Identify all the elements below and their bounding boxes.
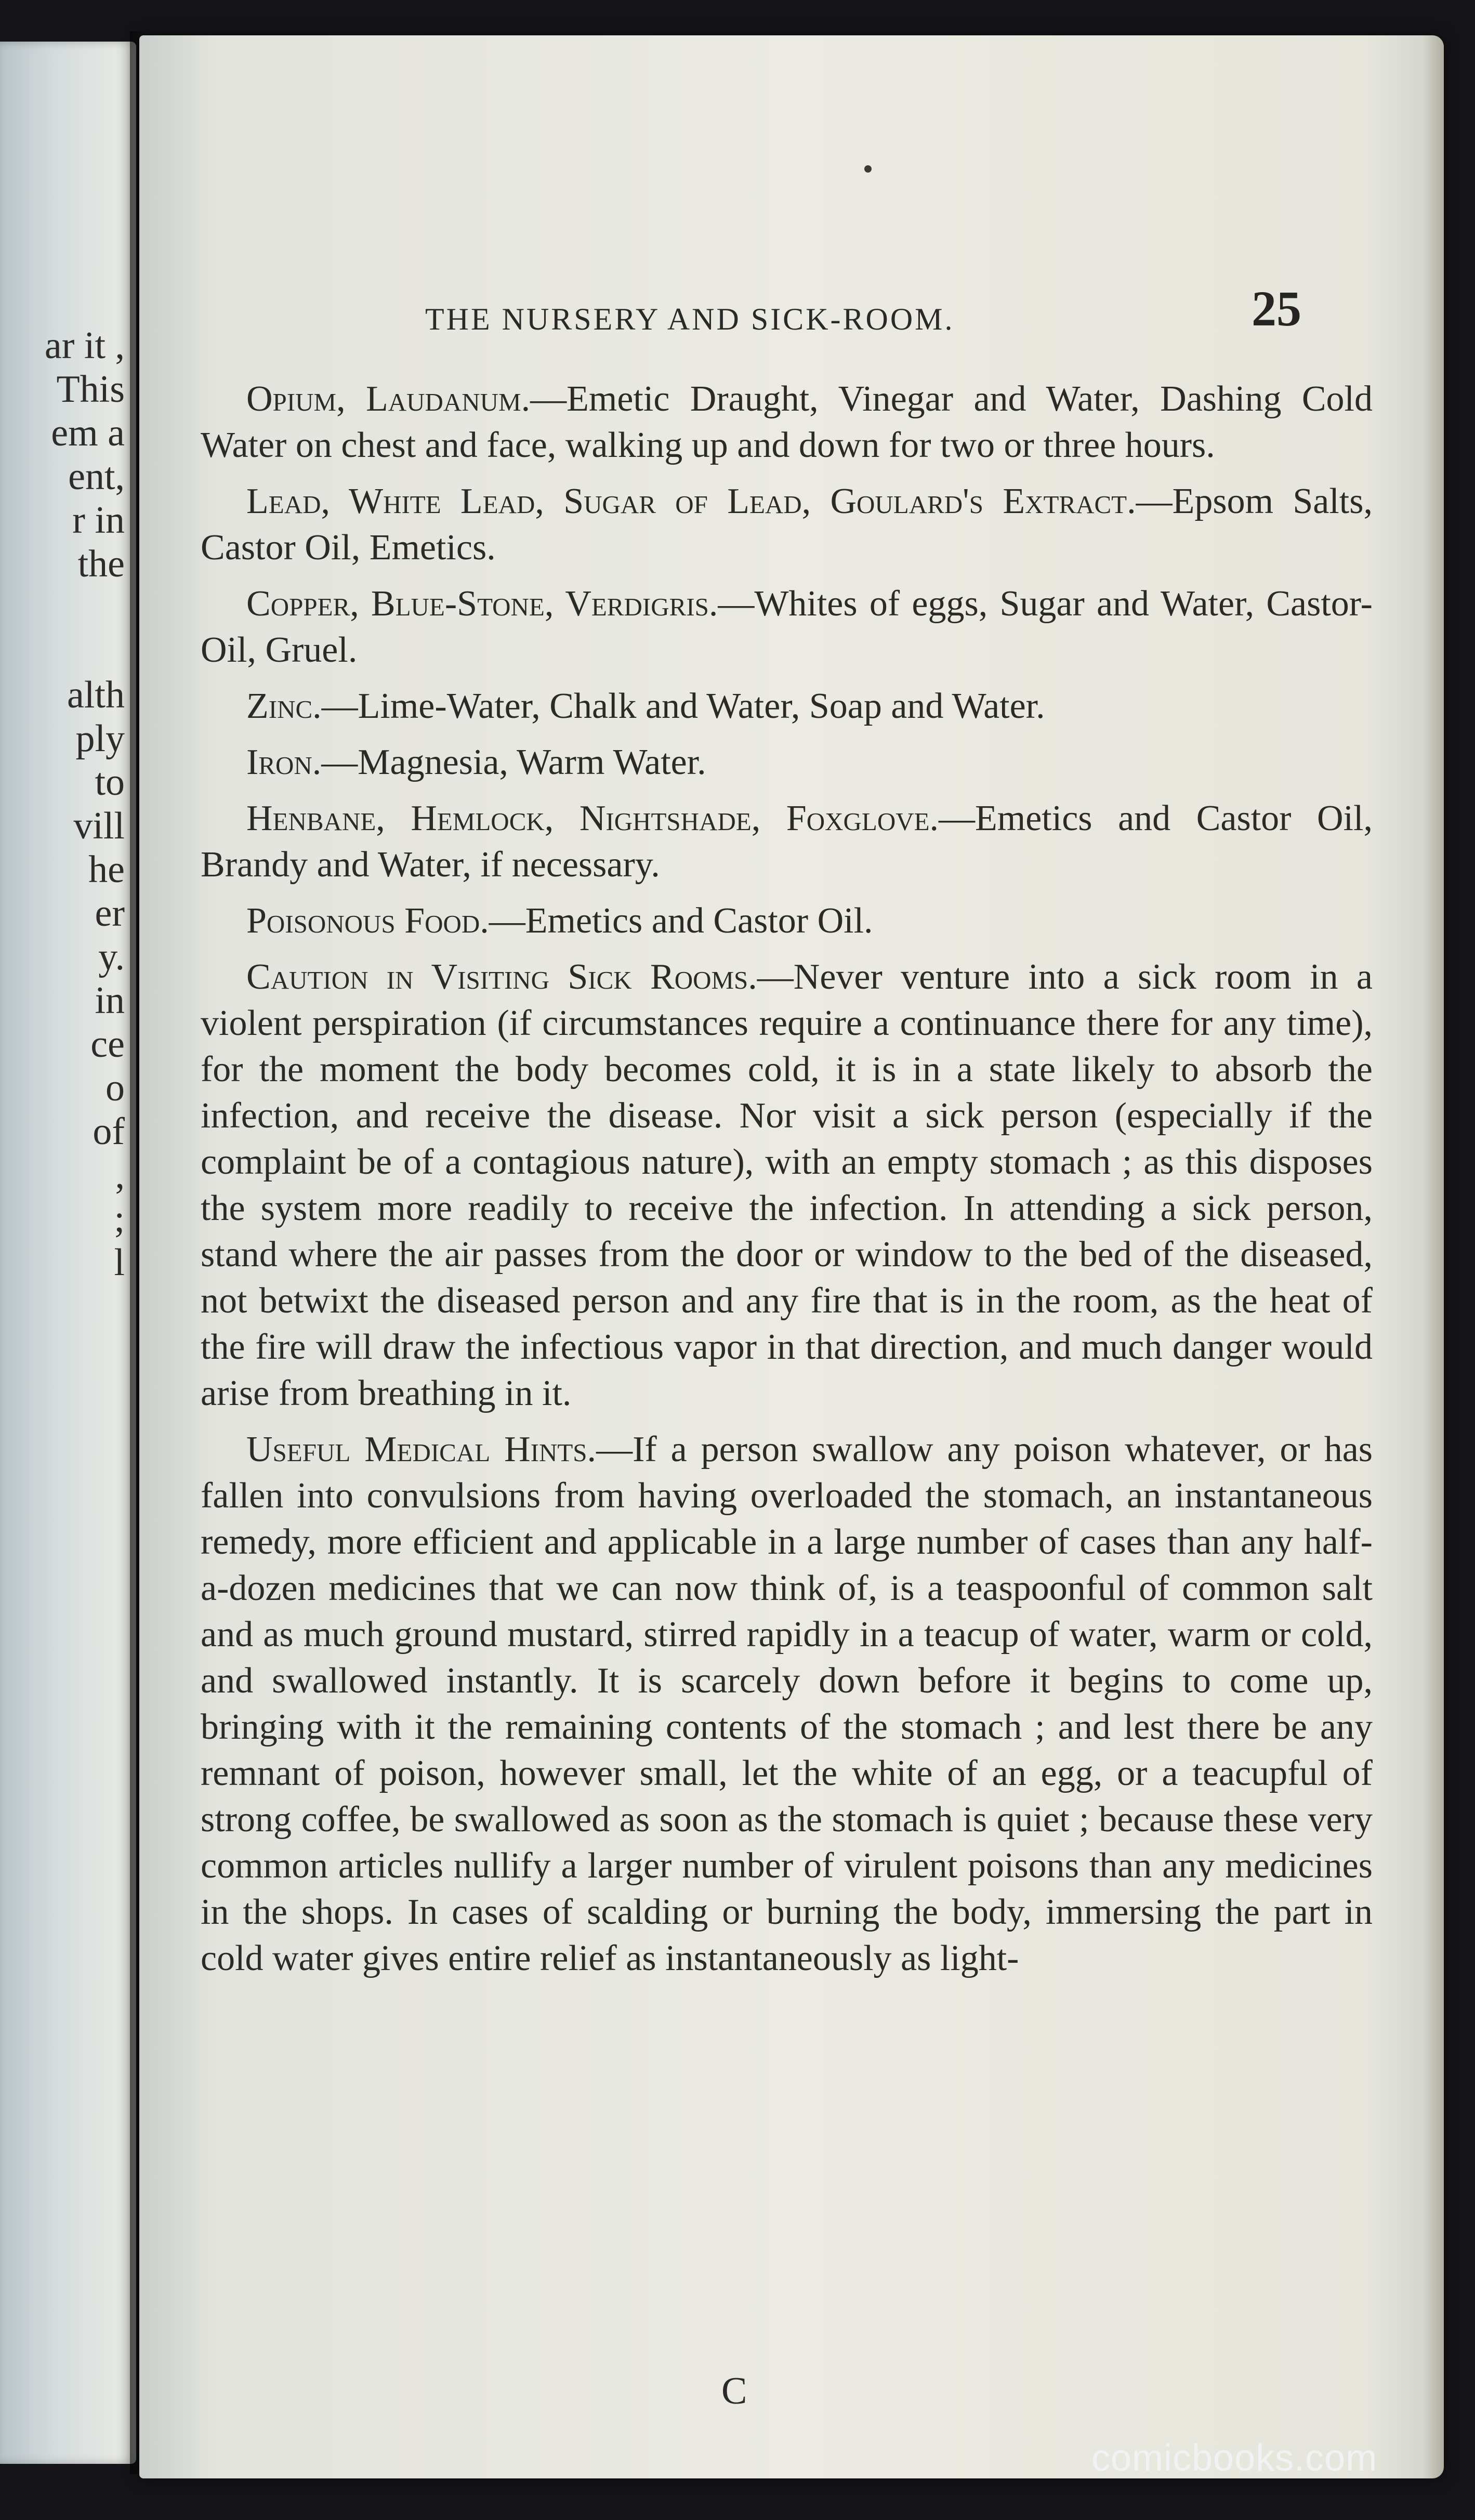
left-page-line: alth xyxy=(67,674,125,716)
paragraph-zinc xyxy=(201,683,1373,729)
paragraph-heading: Opium, Laudanum. xyxy=(246,379,531,419)
paragraph-heading: Zinc. xyxy=(246,686,322,726)
left-page-line: ent, xyxy=(68,455,125,498)
paragraph-text: —Emetic Draught, Vinegar and Water, Dashing Cold Water on chest and face, walking up and down for two or three hours. xyxy=(201,379,1373,465)
paragraph-henbane xyxy=(201,795,1373,888)
paragraph-text: —If a person swallow any poison whatever, or has fallen into convulsions from having overloaded the stomach, an instantaneous remedy, more efficient and applicable in a large number of cases than any half-a-dozen medicines that we can now think of, is a teaspoonful of common salt and as much ground mustard, stirred rapidly in a teacup of water, warm or cold, and swallowed instantly. It is scarcely down before it begins to come up, bringing with it the remaining contents of the stomach ; and lest there be any remnant of poison, however small, let the white of an egg, or a teacupful of strong coffee, be swallowed as soon as the stomach is quiet ; because these very common articles nullify a larger number of virulent poisons than any medicines in the shops. In cases of scalding or burning the body, immersing the part in cold water gives entire relief as instantaneously as light- xyxy=(201,1429,1373,1978)
left-page-line: of xyxy=(93,1110,125,1153)
left-page-line: er xyxy=(95,892,125,935)
page-number: 25 xyxy=(1252,281,1301,336)
paragraph-text: —Lime-Water, Chalk and Water, Soap and Water. xyxy=(321,686,1045,726)
paragraph-heading: Iron. xyxy=(246,742,322,782)
left-page-line: ply xyxy=(75,717,125,760)
paragraph-heading: Copper, Blue-Stone, Verdigris. xyxy=(246,584,718,624)
left-page-line: r in xyxy=(72,499,125,542)
page-body xyxy=(201,376,1373,1991)
paragraph-text: —Epsom Salts, Castor Oil, Emetics. xyxy=(201,481,1373,568)
left-page-line: in xyxy=(95,979,125,1022)
paragraph-heading: Caution in Visiting Sick Rooms. xyxy=(246,957,757,997)
left-page-line: This xyxy=(56,368,125,411)
paragraph-poisonous-food xyxy=(201,898,1373,944)
left-page-line: em a xyxy=(51,412,125,454)
left-page-line: y. xyxy=(98,936,125,978)
left-page-line: vill xyxy=(73,805,125,847)
left-page xyxy=(0,42,136,2464)
signature-mark: C xyxy=(721,2370,747,2412)
paragraph-medical-hints xyxy=(201,1426,1373,1981)
paragraph-iron xyxy=(201,739,1373,785)
left-page-line: , xyxy=(115,1154,125,1197)
watermark: comicbooks.com xyxy=(1091,2437,1378,2479)
paragraph-heading: Henbane, Hemlock, Nightshade, Foxglove. xyxy=(246,798,939,838)
paragraph-opium xyxy=(201,376,1373,468)
left-page-line: ar it , xyxy=(44,324,125,367)
book-page xyxy=(139,35,1444,2478)
paragraph-caution xyxy=(201,954,1373,1416)
left-page-line: to xyxy=(95,761,125,804)
paragraph-text: —Emetics and Castor Oil, Brandy and Water, if necessary. xyxy=(201,798,1373,885)
paragraph-lead xyxy=(201,478,1373,571)
paragraph-text: —Magnesia, Warm Water. xyxy=(321,742,706,782)
left-page-line: ; xyxy=(114,1198,125,1240)
paragraph-text: —Whites of eggs, Sugar and Water, Castor-Oil, Gruel. xyxy=(201,584,1373,670)
left-page-line: l xyxy=(114,1241,125,1284)
left-page-line: the xyxy=(77,543,125,585)
left-page-line: he xyxy=(88,848,125,891)
left-page-line: o xyxy=(106,1067,125,1109)
ink-speck xyxy=(864,165,872,173)
paragraph-text: —Never venture into a sick room in a violent perspiration (if circumstances require a continuance there for any time), for the moment the body becomes cold, it is in a state likely to absorb the infection, and receive the disease. Nor visit a sick person (especially if the complaint be of a contagious nature), with an empty stomach ; as this disposes the system more readily to receive the infection. In attending a sick person, stand where the air passes from the door or window to the bed of the diseased, not betwixt the diseased person and any fire that is in the room, as the heat of the fire will draw the infectious vapor in that direction, and much danger would arise from breathing in it. xyxy=(201,957,1373,1413)
paragraph-text: —Emetics and Castor Oil. xyxy=(489,901,873,941)
paragraph-copper xyxy=(201,581,1373,673)
paragraph-heading: Poisonous Food. xyxy=(246,901,489,941)
paragraph-heading: Useful Medical Hints. xyxy=(246,1429,597,1469)
paragraph-heading: Lead, White Lead, Sugar of Lead, Goulard's Extract. xyxy=(246,481,1136,521)
left-page-line: ce xyxy=(90,1023,125,1066)
running-head: THE NURSERY AND SICK-ROOM. xyxy=(425,302,955,336)
